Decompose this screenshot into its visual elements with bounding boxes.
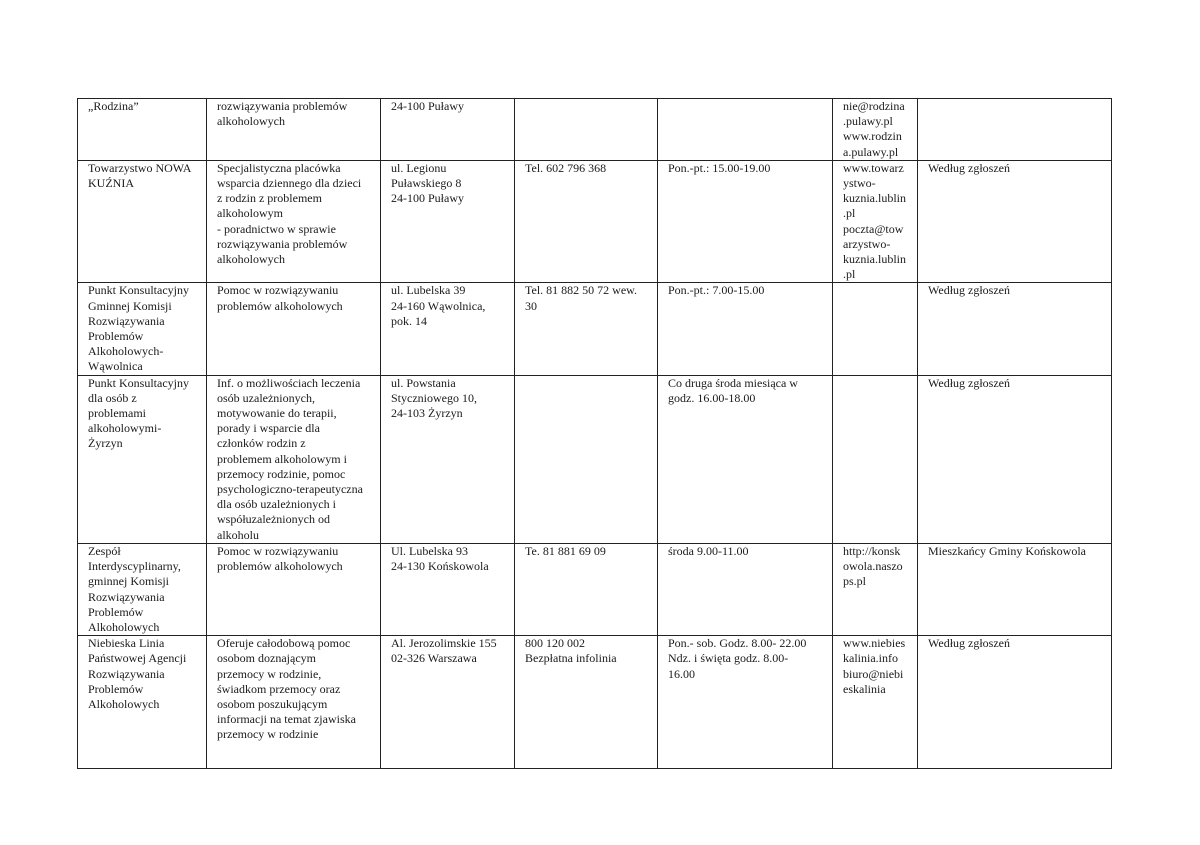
cell-text-line: ps.pl: [843, 574, 867, 589]
cell-text-line: .pulawy.pl: [843, 114, 893, 129]
cell-text-line: dla osób z: [88, 390, 137, 405]
institution-name-cell: [78, 283, 207, 375]
cell-text-line: .pl: [843, 206, 856, 221]
cell-text-line: Alkoholowych-: [88, 344, 164, 359]
cell-text-line: alkoholowych: [217, 114, 285, 129]
cell-text-line: Styczniowego 10,: [391, 390, 477, 405]
cell-text-line: „Rodzina”: [88, 99, 139, 113]
cell-text-line: problemami: [88, 406, 146, 421]
cell-text-line: ul. Legionu: [391, 160, 447, 175]
cell-text-line: Według zgłoszeń: [928, 636, 1011, 651]
eligibility-cell: [918, 636, 1112, 769]
cell-text-line: Pon.-pt.: 7.00-15.00: [668, 283, 765, 298]
eligibility-cell: [918, 543, 1112, 635]
cell-text-line: Al. Jerozolimskie 155: [391, 636, 497, 651]
cell-text-line: www.niebies: [843, 636, 906, 651]
table-row: [78, 99, 1112, 161]
phone-cell: [515, 636, 658, 769]
cell-text-line: Co druga środa miesiąca w: [668, 375, 798, 390]
cell-text-line: Towarzystwo NOWA: [88, 160, 192, 175]
cell-text-line: Rozwiązywania: [88, 666, 165, 681]
cell-text-line: z rodzin z problemem: [217, 191, 322, 206]
cell-text-line: Wąwolnica: [88, 359, 143, 374]
cell-text-line: Pon.- sob. Godz. 8.00- 22.00: [668, 636, 807, 651]
institution-name-cell: [78, 636, 207, 769]
cell-text-line: pok. 14: [391, 313, 427, 328]
cell-text-line: .pl: [843, 267, 856, 282]
cell-text-line: godz. 16.00-18.00: [668, 390, 756, 405]
cell-text-line: Ul. Lubelska 93: [391, 543, 468, 558]
cell-text-line: Alkoholowych: [88, 696, 160, 711]
cell-text-line: ystwo-: [843, 176, 876, 191]
cell-text-line: współuzależnionych od: [217, 512, 330, 527]
phone-cell: [515, 543, 658, 635]
cell-text-line: problemem alkoholowym i: [217, 451, 347, 466]
hours-cell: [658, 160, 833, 283]
cell-text-line: arzystwo-: [843, 236, 891, 251]
phone-cell: [515, 99, 658, 161]
cell-text-line: 24-130 Końskowola: [391, 559, 489, 574]
eligibility-cell: [918, 99, 1112, 161]
cell-text-line: osób uzależnionych,: [217, 390, 315, 405]
cell-text-line: biuro@niebi: [843, 666, 904, 681]
cell-text-line: przemocy rodzinie, pomoc: [217, 466, 346, 481]
cell-text-line: 30: [525, 298, 537, 313]
cell-text-line: Rozwiązywania: [88, 313, 165, 328]
cell-text-line: owola.naszo: [843, 559, 903, 574]
cell-text-line: 24-100 Puławy: [391, 99, 464, 113]
eligibility-cell: [918, 375, 1112, 543]
cell-text-line: eskalinia: [843, 681, 886, 696]
cell-text-line: osobom doznającym: [217, 651, 316, 666]
cell-text-line: Oferuje całodobową pomoc: [217, 636, 351, 651]
cell-text-line: ul. Lubelska 39: [391, 283, 466, 298]
website-cell: [833, 160, 918, 283]
table-row: [78, 543, 1112, 635]
cell-text-line: 02-326 Warszawa: [391, 651, 477, 666]
cell-text-line: informacji na temat zjawiska: [217, 712, 356, 727]
hours-cell: [658, 99, 833, 161]
cell-text-line: Te. 81 881 69 09: [525, 543, 606, 558]
description-cell: [207, 99, 381, 161]
cell-text-line: kuznia.lublin: [843, 191, 906, 206]
cell-text-line: Punkt Konsultacyjny: [88, 283, 189, 298]
address-cell: [381, 283, 515, 375]
cell-text-line: Punkt Konsultacyjny: [88, 375, 189, 390]
cell-text-line: Mieszkańcy Gminy Końskowola: [928, 543, 1086, 558]
cell-text-line: http://konsk: [843, 543, 901, 558]
cell-text-line: Problemów: [88, 329, 144, 344]
description-cell: [207, 375, 381, 543]
cell-text-line: dla osób uzależnionych i: [217, 497, 336, 512]
cell-text-line: 16.00: [668, 666, 695, 681]
cell-text-line: Problemów: [88, 604, 144, 619]
cell-text-line: ul. Powstania: [391, 375, 456, 390]
cell-text-line: alkoholowych: [217, 252, 285, 267]
cell-text-line: Państwowej Agencji: [88, 651, 187, 666]
cell-text-line: Pomoc w rozwiązywaniu: [217, 283, 339, 298]
address-cell: [381, 375, 515, 543]
cell-text-line: motywowanie do terapii,: [217, 406, 337, 421]
cell-text-line: Tel. 602 796 368: [525, 160, 607, 175]
cell-text-line: wsparcia dziennego dla dzieci: [217, 176, 362, 191]
eligibility-cell: [918, 283, 1112, 375]
cell-text-line: kalinia.info: [843, 651, 898, 666]
cell-text-line: poczta@tow: [843, 221, 904, 236]
document-page: [77, 98, 1111, 769]
website-cell: [833, 636, 918, 769]
website-cell: [833, 99, 918, 161]
table-row: [78, 283, 1112, 375]
cell-text-line: KUŹNIA: [88, 176, 134, 191]
address-cell: [381, 543, 515, 635]
hours-cell: [658, 543, 833, 635]
hours-cell: [658, 375, 833, 543]
description-cell: [207, 283, 381, 375]
phone-cell: [515, 283, 658, 375]
hours-cell: [658, 283, 833, 375]
cell-text-line: Według zgłoszeń: [928, 160, 1011, 175]
cell-text-line: rozwiązywania problemów: [217, 236, 348, 251]
cell-text-line: Bezpłatna infolinia: [525, 651, 617, 666]
cell-text-line: www.towarz: [843, 160, 904, 175]
cell-text-line: alkoholu: [217, 527, 259, 542]
cell-text-line: alkoholowymi-: [88, 421, 162, 436]
cell-text-line: Według zgłoszeń: [928, 375, 1011, 390]
table-row: [78, 160, 1112, 283]
cell-text-line: 24-100 Puławy: [391, 191, 464, 206]
cell-text-line: Pon.-pt.: 15.00-19.00: [668, 160, 771, 175]
table-row: [78, 375, 1112, 543]
cell-text-line: Specjalistyczna placówka: [217, 160, 341, 175]
cell-text-line: środa 9.00-11.00: [668, 543, 749, 558]
cell-text-line: rozwiązywania problemów: [217, 99, 348, 113]
cell-text-line: 800 120 002: [525, 636, 585, 651]
cell-text-line: Gminnej Komisji: [88, 298, 172, 313]
cell-text-line: problemów alkoholowych: [217, 298, 343, 313]
cell-text-line: a.pulawy.pl: [843, 144, 899, 159]
phone-cell: [515, 160, 658, 283]
cell-text-line: Pomoc w rozwiązywaniu: [217, 543, 339, 558]
cell-text-line: osobom poszukującym: [217, 696, 328, 711]
institution-name-cell: [78, 160, 207, 283]
cell-text-line: Alkoholowych: [88, 619, 160, 634]
phone-cell: [515, 375, 658, 543]
cell-text-line: Zespół: [88, 543, 121, 558]
cell-text-line: Żyrzyn: [88, 436, 123, 451]
cell-text-line: Niebieska Linia: [88, 636, 165, 651]
cell-text-line: www.rodzin: [843, 129, 902, 144]
website-cell: [833, 283, 918, 375]
cell-text-line: gminnej Komisji: [88, 574, 169, 589]
table-body: [78, 99, 1112, 769]
cell-text-line: problemów alkoholowych: [217, 559, 343, 574]
address-cell: [381, 99, 515, 161]
description-cell: [207, 160, 381, 283]
cell-text-line: porady i wsparcie dla: [217, 421, 320, 436]
cell-text-line: psychologiczno-terapeutyczna: [217, 482, 363, 497]
support-directory-table: [77, 98, 1112, 769]
eligibility-cell: [918, 160, 1112, 283]
cell-text-line: Interdyscyplinarny,: [88, 559, 181, 574]
website-cell: [833, 375, 918, 543]
cell-text-line: 24-160 Wąwolnica,: [391, 298, 486, 313]
address-cell: [381, 160, 515, 283]
cell-text-line: alkoholowym: [217, 206, 283, 221]
institution-name-cell: [78, 543, 207, 635]
description-cell: [207, 636, 381, 769]
cell-text-line: Rozwiązywania: [88, 589, 165, 604]
institution-name-cell: [78, 375, 207, 543]
cell-text-line: nie@rodzina: [843, 99, 905, 113]
cell-text-line: kuznia.lublin: [843, 252, 906, 267]
cell-text-line: Tel. 81 882 50 72 wew.: [525, 283, 638, 298]
institution-name-cell: [78, 99, 207, 161]
cell-text-line: przemocy w rodzinie,: [217, 666, 322, 681]
cell-text-line: Ndz. i święta godz. 8.00-: [668, 651, 789, 666]
website-cell: [833, 543, 918, 635]
cell-text-line: Puławskiego 8: [391, 176, 462, 191]
address-cell: [381, 636, 515, 769]
cell-text-line: - poradnictwo w sprawie: [217, 221, 336, 236]
description-cell: [207, 543, 381, 635]
cell-text-line: Według zgłoszeń: [928, 283, 1011, 298]
cell-text-line: świadkom przemocy oraz: [217, 681, 341, 696]
cell-text-line: Inf. o możliwościach leczenia: [217, 375, 361, 390]
hours-cell: [658, 636, 833, 769]
cell-text-line: członków rodzin z: [217, 436, 306, 451]
cell-text-line: 24-103 Żyrzyn: [391, 406, 463, 421]
cell-text-line: przemocy w rodzinie: [217, 727, 319, 742]
table-row: [78, 636, 1112, 769]
cell-text-line: Problemów: [88, 681, 144, 696]
